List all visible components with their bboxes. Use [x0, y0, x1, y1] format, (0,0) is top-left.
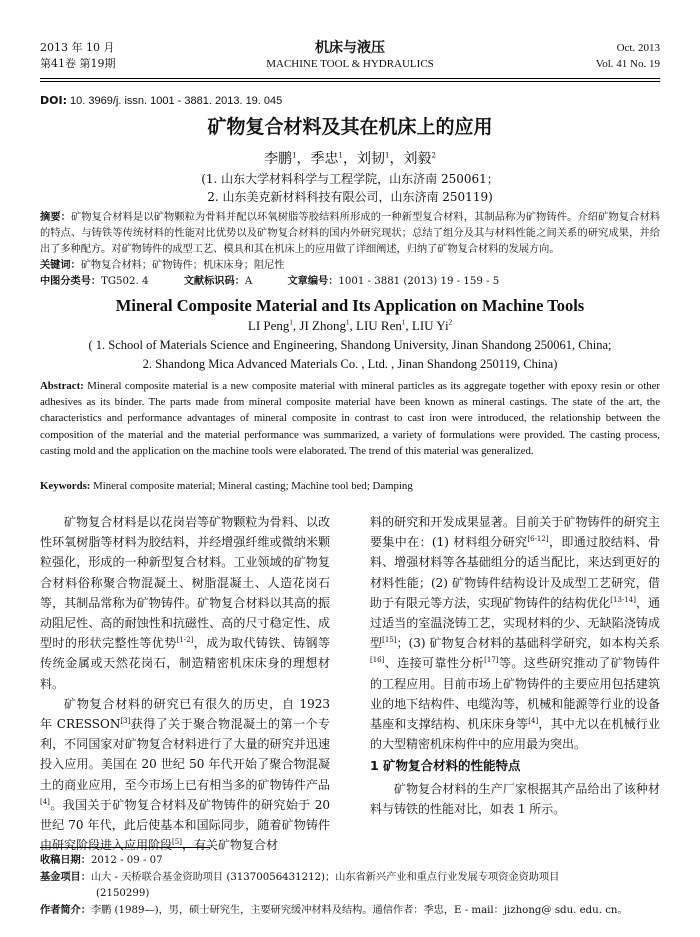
- keywords-cn: [40, 258, 660, 274]
- header-right: [596, 40, 660, 72]
- citation-ref[interactable]: [4]: [40, 797, 50, 806]
- citation-ref[interactable]: [3]: [120, 717, 131, 726]
- author-name-en: , LIU Yi: [405, 318, 449, 333]
- doc-code-value: A: [244, 276, 253, 287]
- citation-ref[interactable]: [5]: [172, 838, 182, 847]
- author-name: ，刘毅: [389, 151, 432, 167]
- body-paragraph: [40, 694, 330, 856]
- author-bio-value: 李鹏 (1989—)，男，硕士研究生，主要研究缓冲材料及结构。通信作者：季忠，E - mail：jizhong@ sdu. edu. cn。: [90, 904, 628, 916]
- body-paragraph: 矿物复合材料的生产厂家根据其产品给出了该种材料与铸铁的性能对比，如表 1 所示。: [370, 781, 660, 816]
- author-name-en: LI Peng: [247, 318, 290, 333]
- body-text: ，通过适当的室温浇铸工艺，实现材料的少、无缺陷浇铸成型: [370, 595, 660, 651]
- affiliation-cn-1: (1. 山东大学材料科学与工程学院，山东济南 250061；: [201, 172, 499, 186]
- section-heading: 1 矿物复合材料的性能特点: [370, 758, 521, 774]
- clc-value: TG502. 4: [101, 276, 149, 287]
- affiliation-en-2: 2. Shandong Mica Advanced Materials Co. , Ltd. , Jinan Shandong 250119, China): [142, 357, 558, 371]
- footnote-received: [40, 853, 660, 870]
- article-title-en: Mineral Composite Material and Its Application on Machine Tools: [115, 296, 585, 315]
- doc-code: [184, 276, 268, 287]
- body-paragraph: [40, 512, 330, 694]
- keywords-cn-label: 关键词：: [40, 260, 81, 271]
- body-text: 矿物复合材料是以花岗岩等矿物颗粒为骨料、以改性环氧树脂等材料为胶结料，并经增强纤维或微纳米颗粒强化，形成的一种新型复合材料。工业领域的矿物复合材料俗称聚合物混凝土、树脂混凝土、人造花岗石等，其制品常称为矿物铸件。矿物复合材料以其高的振动阻尼性、高的耐蚀性和抗磁性、高的尺寸稳定性、成型时的形状完整性等优势: [40, 515, 330, 651]
- fund-label: 基金项目：: [40, 871, 91, 883]
- author-name-en: , LIU Ren: [349, 318, 402, 333]
- header-date-en: Oct. 2013: [616, 42, 660, 54]
- doi-line: [40, 94, 282, 107]
- abstract-en-label: Abstract:: [40, 380, 84, 392]
- author-name: ，刘韧: [343, 151, 385, 167]
- body-text: ；(3) 矿物复合材料的基础科学研究，如本构关系: [396, 636, 660, 651]
- author-affil-sup: 1: [385, 151, 390, 160]
- abstract-cn: [40, 210, 660, 258]
- header-rule-thick: [40, 78, 660, 79]
- doi-label: DOI:: [40, 94, 67, 107]
- doc-code-label: 文献标识码：: [183, 276, 245, 287]
- citation-ref[interactable]: [1-2]: [176, 636, 194, 645]
- authors-en: [40, 318, 660, 334]
- footnote-author: [40, 903, 660, 920]
- header-center: [40, 40, 660, 72]
- abstract-en: [40, 378, 660, 459]
- author-affil-sup: 1: [289, 318, 293, 327]
- running-header: [40, 40, 660, 80]
- doi-value: 10. 3969/j. issn. 1001 - 3881. 2013. 19. 045: [70, 95, 283, 107]
- body-text: 获得了关于聚合物混凝土的第一个专利，不同国家对矿物复合材料进行了大量的研究并迅速投入应用。美国在 20 世纪 50 年代开始了聚合物混凝土的商业应用，至今市场上已有相当多的矿物铸件产品: [40, 717, 330, 792]
- header-rule-thin: [40, 81, 660, 82]
- author-affil-sup: 2: [448, 318, 453, 327]
- header-volume-cn: 第41卷 第19期: [40, 57, 116, 70]
- classification-line: [40, 274, 660, 290]
- article-number-value: 1001 - 3881 (2013) 19 - 159 - 5: [338, 276, 500, 287]
- citation-ref[interactable]: [13-14]: [610, 595, 636, 604]
- abstract-cn-text: 矿物复合材料是以矿物颗粒为骨料并配以环氧树脂等胶结料所形成的一种新型复合材料，其制品称为矿物铸件。介绍矿物复合材料的特点、与铸铁等传统材料的性能对比优势以及矿物复合材料的国内外研究现状；总结了组分及其与材料性能之间关系的研究成果，并给出了多种配方。对矿物铸件的成型工艺、模具和其在机床上的应用做了详细阐述，归纳了矿物复合材料的发展方向。: [40, 212, 661, 255]
- author-affil-sup: 1: [338, 151, 343, 160]
- body-text: 料的研究和开发成果显著。目前关于矿物铸件的研究主要集中在：(1) 材料组分研究: [370, 515, 660, 550]
- abstract-cn-label: 摘要：: [40, 212, 72, 223]
- citation-ref[interactable]: [17]: [484, 656, 499, 665]
- footnote-fund: [40, 870, 660, 887]
- keywords-en-text: Mineral composite material; Mineral casting; Machine tool bed; Damping: [93, 480, 413, 492]
- fund-value: 山大 - 天桥联合基金资助项目 (31370056431212)；山东省新兴产业和重点行业发展专项资金资助项目: [90, 871, 560, 883]
- article-title-cn: 矿物复合材料及其在机床上的应用: [207, 116, 493, 138]
- body-text: 。我国关于矿物复合材料及矿物铸件的研究始于 20 世纪 70 年代，此后使基本和国际同步，随着矿物铸件由研究阶段进入应用阶段: [40, 797, 330, 853]
- author-name: ，季忠: [296, 151, 339, 167]
- header-volume-en: Vol. 41 No. 19: [595, 58, 660, 70]
- header-date-cn: 2013 年 10 月: [40, 41, 115, 54]
- body-text: 矿物复合材料的研究已有很久的历史，自 1923 年 CRESSON: [40, 696, 330, 732]
- author-affil-sup: 1: [292, 151, 297, 160]
- body-text: ，有关矿物复合材: [181, 838, 278, 853]
- journal-name-cn: 机床与液压: [315, 40, 385, 56]
- author-name: 李鹏: [264, 151, 293, 167]
- author-affil-sup: 1: [346, 318, 350, 327]
- author-affil-sup: 1: [401, 318, 406, 327]
- footnotes: [40, 853, 660, 919]
- body-column-left: [40, 512, 330, 855]
- keywords-cn-text: 矿物复合材料；矿物铸件；机床床身；阻尼性: [80, 260, 285, 271]
- citation-ref[interactable]: [15]: [382, 636, 397, 645]
- author-name-en: , JI Zhong: [292, 318, 347, 333]
- body-text: ，其中尤以在机械行业的大型精密机床构件中的应用最为突出。: [370, 717, 660, 752]
- clc-number: [40, 276, 164, 287]
- body-text: 、连接可靠性分析: [384, 656, 485, 671]
- footnote-rule: [40, 847, 210, 848]
- authors-cn: [40, 148, 660, 168]
- clc-label: 中图分类号：: [40, 276, 102, 287]
- journal-name-en: MACHINE TOOL & HYDRAULICS: [266, 58, 434, 70]
- author-bio-label: 作者简介：: [40, 904, 91, 916]
- citation-ref[interactable]: [16]: [370, 656, 385, 665]
- keywords-en-label: Keywords:: [40, 480, 91, 492]
- received-value: 2012 - 09 - 07: [90, 855, 163, 866]
- received-label: 收稿日期：: [40, 855, 91, 866]
- body-text: ，成为取代铸铁、铸钢等传统金属或天然花岗石，制造精密机床床身的理想材料。: [40, 636, 330, 691]
- citation-ref[interactable]: [4]: [528, 717, 539, 726]
- body-column-right: [370, 512, 660, 819]
- article-number: [287, 276, 515, 287]
- body-text: 等。这些研究推动了矿物铸件的工程应用。目前市场上矿物铸件的主要应用包括建筑业的地下结构件、电缆沟等，机械和能源等行业的设备基座和支撑结构、机床床身等: [370, 656, 660, 732]
- abstract-en-text: Mineral composite material is a new composite material with mineral particles as its aggregate together with epoxy resin or other adhesives as its binder. The parts made from mineral composite material have been known as mineral castings. The state of the art, the characteristics and performance advantages of mineral composite in contrast to cast iron were introduced, the relationship between the composition of the material and the material performance was summarized, a variety of formulations were provided. The casting process, casting mold and the application on the machine tools were elaborated. The trend of this material was generalized.: [40, 380, 660, 457]
- article-number-label: 文章编号：: [287, 276, 339, 287]
- footnote-fund-cont: (2150299): [96, 888, 150, 899]
- citation-ref[interactable]: [6-12]: [527, 535, 549, 544]
- keywords-en: [40, 478, 660, 494]
- body-paragraph: [370, 512, 660, 754]
- body-text: ，即通过胶结料、骨料、增强材料等各基础组分的适当配比，来达到更好的材料性能；(2) 矿物铸件结构设计及成型工艺研究，借助于有限元等方法，实现矿物铸件的结构优化: [370, 535, 660, 610]
- affiliation-en-1: ( 1. School of Materials Science and Engineering, Shandong University, Jinan Shandong 250061, China;: [88, 338, 612, 352]
- author-affil-sup: 2: [431, 151, 436, 160]
- affiliation-cn-2: 2. 山东美克新材料科技有限公司，山东济南 250119): [207, 190, 493, 204]
